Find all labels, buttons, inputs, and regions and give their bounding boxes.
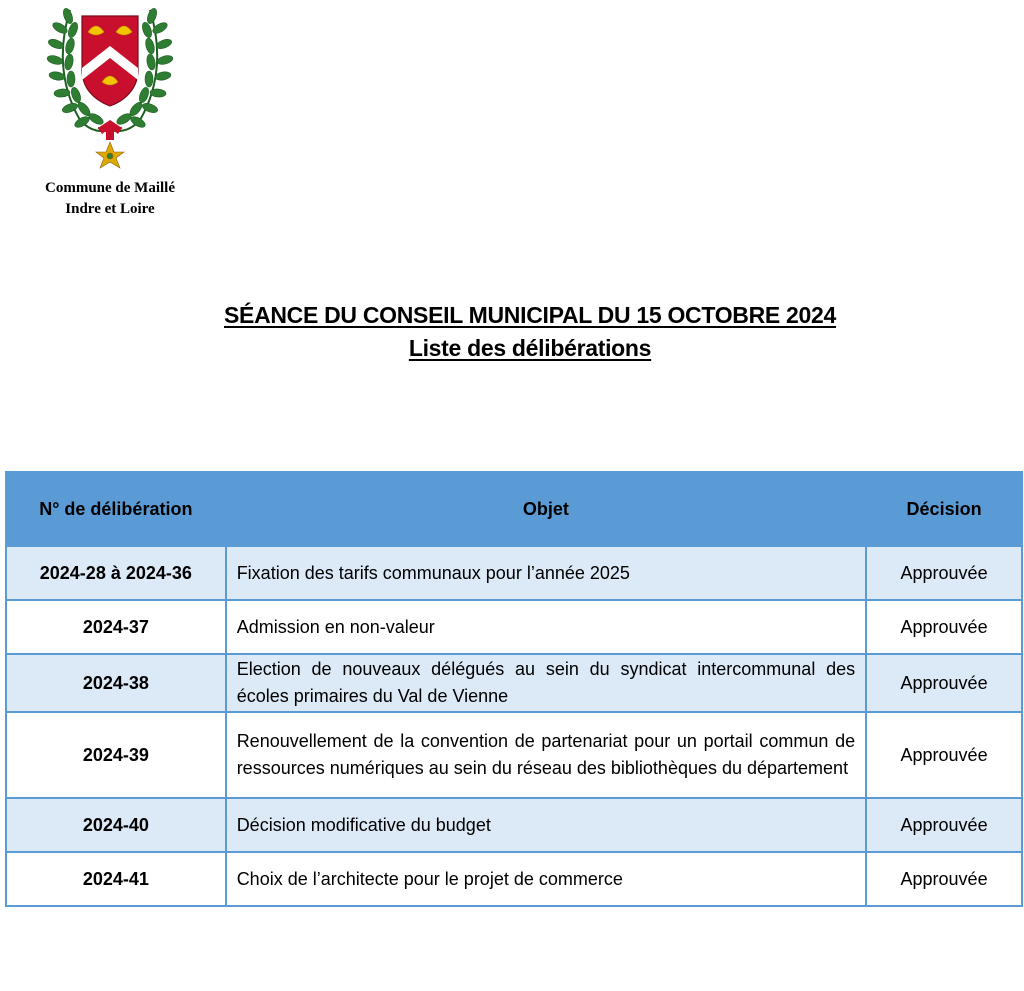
commune-crest-icon (40, 2, 180, 178)
column-header-decision: Décision (866, 472, 1022, 546)
table-row (6, 600, 1022, 654)
deliberation-object: Election de nouveaux délégués au sein du syndicat intercommunal des écoles primaires du Val de Vienne (226, 654, 866, 712)
table-row (6, 654, 1022, 712)
table-row (6, 852, 1022, 906)
commune-department: Indre et Loire (65, 201, 155, 217)
deliberation-number: 2024-37 (6, 600, 226, 654)
deliberation-number: 2024-39 (6, 712, 226, 798)
deliberation-decision: Approuvée (866, 600, 1022, 654)
deliberation-object: Décision modificative du budget (226, 798, 866, 852)
table-row (6, 546, 1022, 600)
deliberations-table (5, 471, 1023, 907)
deliberation-decision: Approuvée (866, 712, 1022, 798)
column-header-number: N° de délibération (6, 472, 226, 546)
deliberation-number: 2024-41 (6, 852, 226, 906)
table-header-row (6, 472, 1022, 546)
deliberation-object: Admission en non-valeur (226, 600, 866, 654)
deliberation-object: Fixation des tarifs communaux pour l’année 2025 (226, 546, 866, 600)
deliberation-number: 2024-38 (6, 654, 226, 712)
deliberation-object: Renouvellement de la convention de partenariat pour un portail commun de ressources numériques au sein du réseau des bibliothèques du département (226, 712, 866, 798)
deliberation-decision: Approuvée (866, 852, 1022, 906)
deliberation-number: 2024-40 (6, 798, 226, 852)
table-row (6, 712, 1022, 798)
column-header-object: Objet (226, 472, 866, 546)
deliberation-decision: Approuvée (866, 654, 1022, 712)
deliberation-decision: Approuvée (866, 546, 1022, 600)
table-row (6, 798, 1022, 852)
deliberation-number: 2024-28 à 2024-36 (6, 546, 226, 600)
deliberation-object: Choix de l’architecte pour le projet de commerce (226, 852, 866, 906)
document-title: SÉANCE DU CONSEIL MUNICIPAL DU 15 OCTOBRE 2024 (223, 302, 837, 328)
document-subtitle: Liste des délibérations (408, 335, 652, 361)
commune-logo (20, 2, 200, 220)
document-heading (0, 300, 1024, 363)
deliberation-decision: Approuvée (866, 798, 1022, 852)
commune-name: Commune de Maillé (45, 180, 175, 196)
